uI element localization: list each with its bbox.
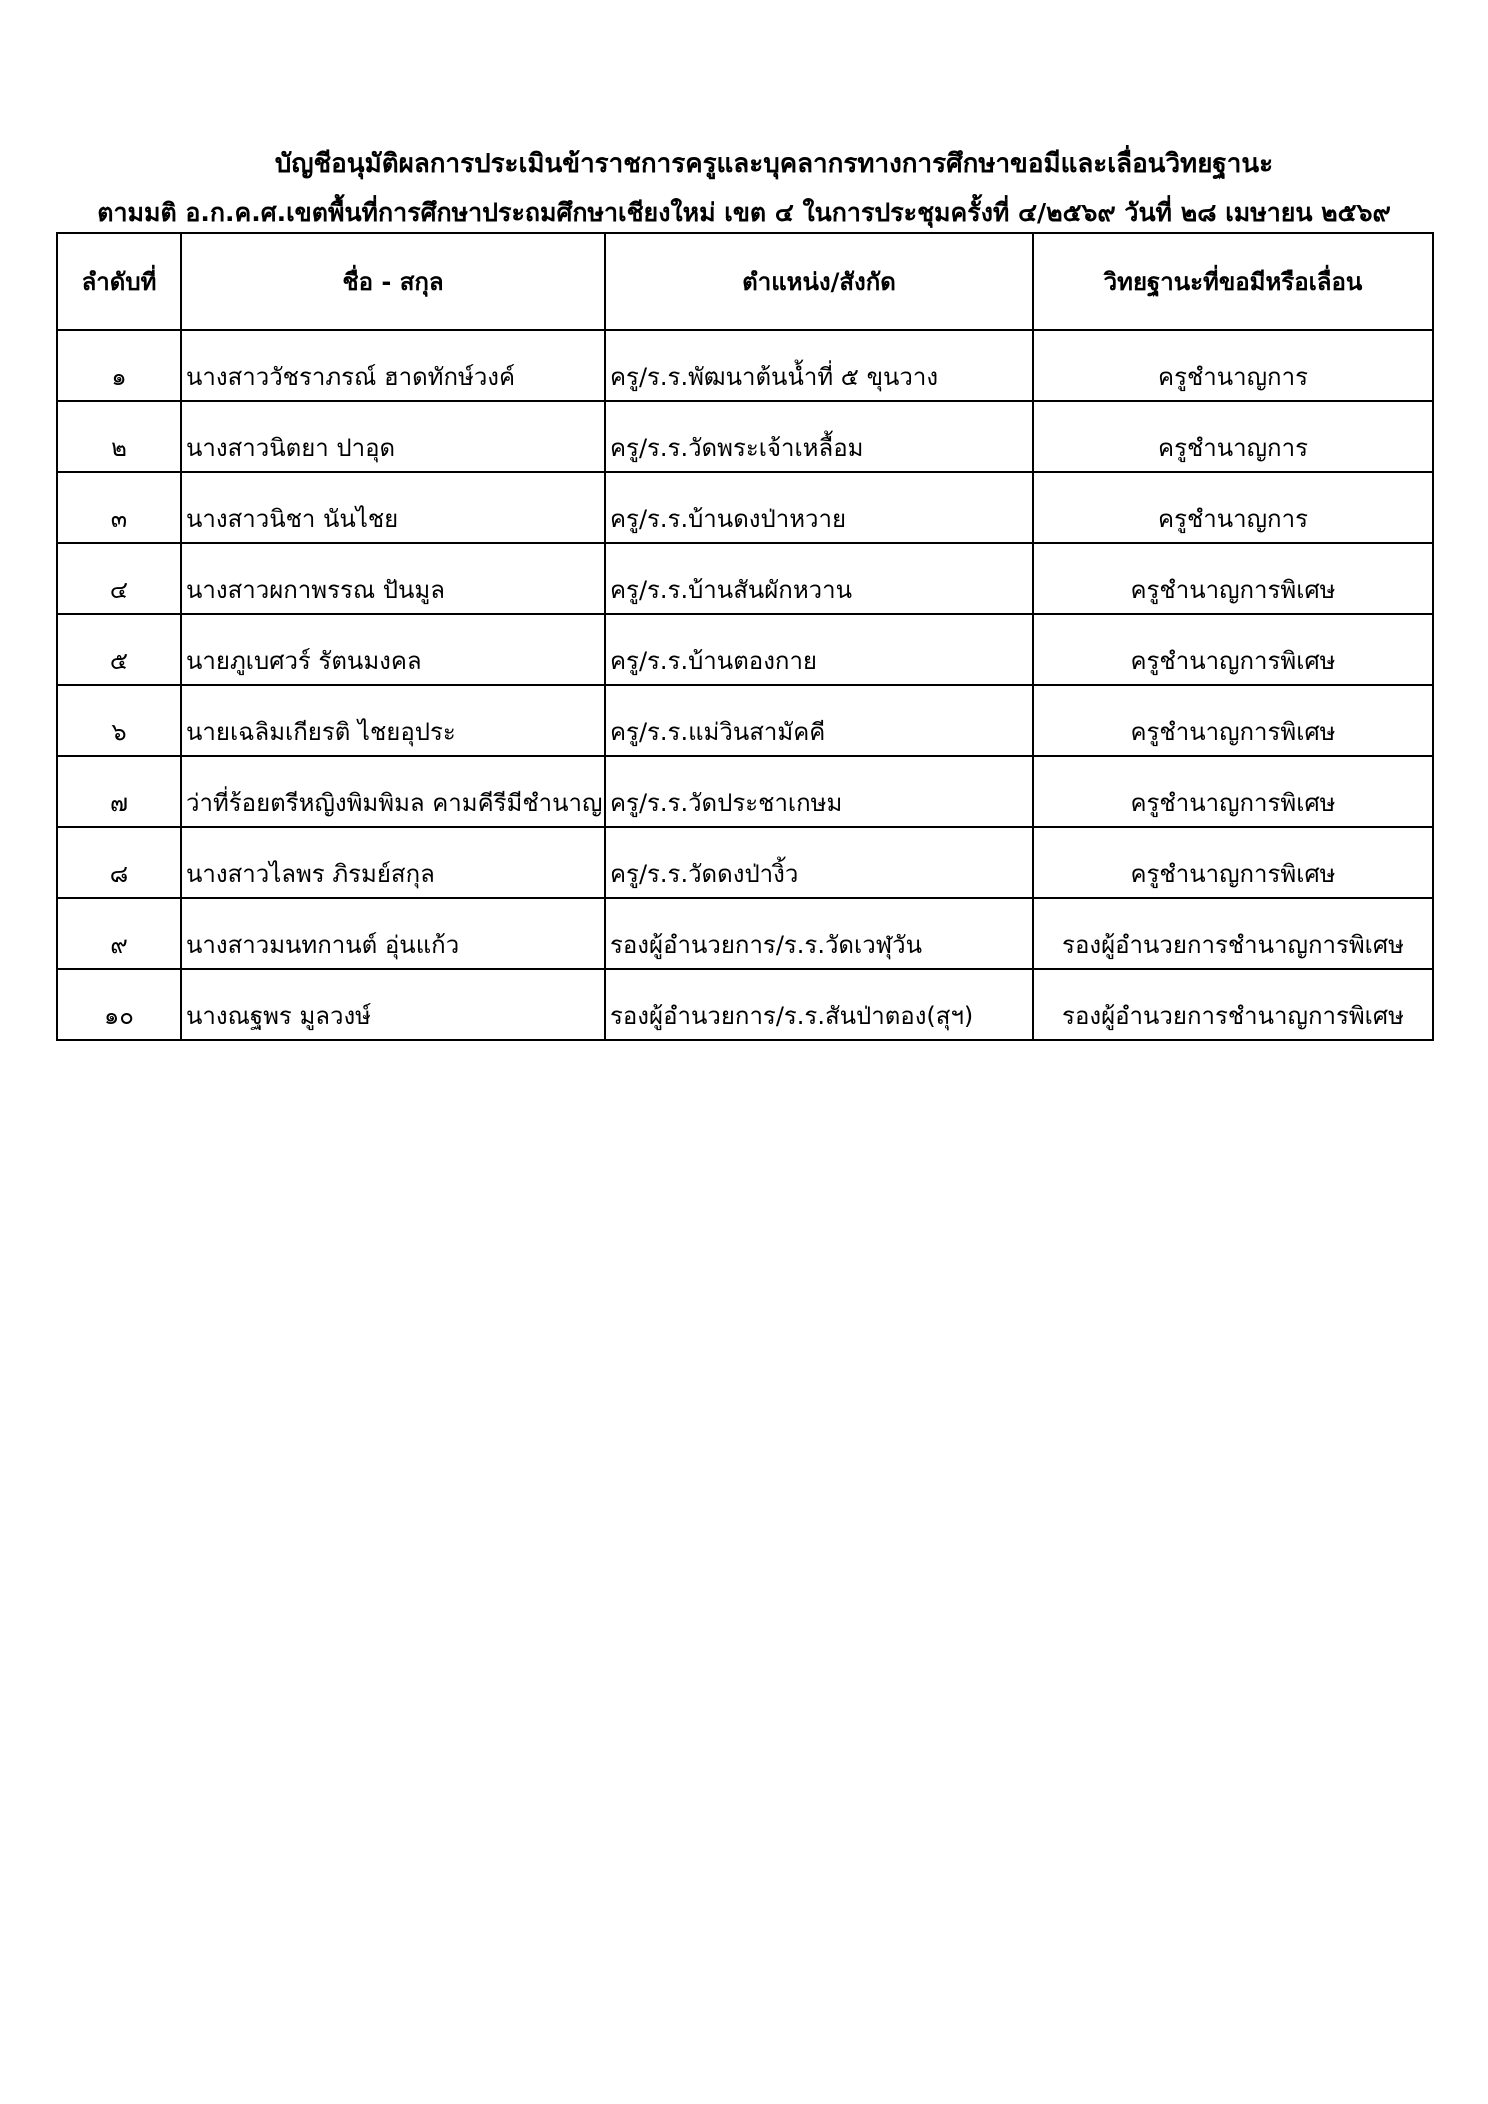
row-number: ๘	[57, 827, 181, 898]
row-rank: ครูชำนาญการพิเศษ	[1033, 827, 1433, 898]
table-row	[57, 330, 1433, 401]
table-row	[57, 543, 1433, 614]
table-row	[57, 756, 1433, 827]
row-rank: ครูชำนาญการ	[1033, 401, 1433, 472]
table-row	[57, 969, 1433, 1040]
row-number: ๗	[57, 756, 181, 827]
header-position: ตำแหน่ง/สังกัด	[605, 233, 1033, 330]
row-rank: รองผู้อำนวยการชำนาญการพิเศษ	[1033, 898, 1433, 969]
table-row	[57, 614, 1433, 685]
row-rank: ครูชำนาญการพิเศษ	[1033, 756, 1433, 827]
table-row	[57, 401, 1433, 472]
document-subtitle: ตามมติ อ.ก.ค.ศ.เขตพื้นที่การศึกษาประถมศึกษาเชียงใหม่ เขต ๔ ในการประชุมครั้งที่ ๔/๒๕๖๙ วันที่ ๒๘ เมษายน ๒๕๖๙	[97, 198, 1391, 227]
table-row	[57, 472, 1433, 543]
row-rank: ครูชำนาญการพิเศษ	[1033, 685, 1433, 756]
table-header-row	[57, 233, 1433, 330]
row-position: ครู/ร.ร.วัดประชาเกษม	[605, 756, 1033, 827]
row-name: นางสาวนิตยา ปาอุด	[181, 401, 605, 472]
table-row	[57, 685, 1433, 756]
row-position: รองผู้อำนวยการ/ร.ร.สันป่าตอง(สุฯ)	[605, 969, 1033, 1040]
table-row	[57, 827, 1433, 898]
table-body	[57, 330, 1433, 1040]
row-position: ครู/ร.ร.บ้านสันผักหวาน	[605, 543, 1033, 614]
row-name: นางสาวไลพร ภิรมย์สกุล	[181, 827, 605, 898]
row-name: ว่าที่ร้อยตรีหญิงพิมพิมล คามคีรีมีชำนาญ	[181, 756, 605, 827]
row-position: ครู/ร.ร.วัดพระเจ้าเหลื้อม	[605, 401, 1033, 472]
row-name: นางสาวผกาพรรณ ปันมูล	[181, 543, 605, 614]
row-number: ๖	[57, 685, 181, 756]
row-position: ครู/ร.ร.บ้านตองกาย	[605, 614, 1033, 685]
row-rank: ครูชำนาญการพิเศษ	[1033, 614, 1433, 685]
row-number: ๓	[57, 472, 181, 543]
row-number: ๔	[57, 543, 181, 614]
document-title: บัญชีอนุมัติผลการประเมินข้าราชการครูและบุคลากรทางการศึกษาขอมีและเลื่อนวิทยฐานะ	[274, 149, 1274, 179]
row-name: นางณฐพร มูลวงษ์	[181, 969, 605, 1040]
row-name: นายภูเบศวร์ รัตนมงคล	[181, 614, 605, 685]
row-number: ๙	[57, 898, 181, 969]
header-rank: วิทยฐานะที่ขอมีหรือเลื่อน	[1033, 233, 1433, 330]
row-rank: ครูชำนาญการพิเศษ	[1033, 543, 1433, 614]
row-position: ครู/ร.ร.แม่วินสามัคคี	[605, 685, 1033, 756]
row-position: ครู/ร.ร.บ้านดงป่าหวาย	[605, 472, 1033, 543]
row-number: ๑	[57, 330, 181, 401]
row-rank: รองผู้อำนวยการชำนาญการพิเศษ	[1033, 969, 1433, 1040]
row-rank: ครูชำนาญการ	[1033, 472, 1433, 543]
row-name: นางสาววัชราภรณ์ ฮาดทักษ์วงค์	[181, 330, 605, 401]
approval-table	[56, 232, 1434, 1041]
row-number: ๕	[57, 614, 181, 685]
header-no: ลำดับที่	[57, 233, 181, 330]
table-row	[57, 898, 1433, 969]
header-name: ชื่อ - สกุล	[181, 233, 605, 330]
row-name: นางสาวมนทกานต์ อุ่นแก้ว	[181, 898, 605, 969]
row-rank: ครูชำนาญการ	[1033, 330, 1433, 401]
row-number: ๒	[57, 401, 181, 472]
row-position: ครู/ร.ร.พัฒนาต้นน้ำที่ ๕ ขุนวาง	[605, 330, 1033, 401]
row-position: รองผู้อำนวยการ/ร.ร.วัดเวฬุวัน	[605, 898, 1033, 969]
row-name: นางสาวนิชา นันไชย	[181, 472, 605, 543]
row-number: ๑๐	[57, 969, 181, 1040]
row-position: ครู/ร.ร.วัดดงป่างิ้ว	[605, 827, 1033, 898]
row-name: นายเฉลิมเกียรติ ไชยอุประ	[181, 685, 605, 756]
